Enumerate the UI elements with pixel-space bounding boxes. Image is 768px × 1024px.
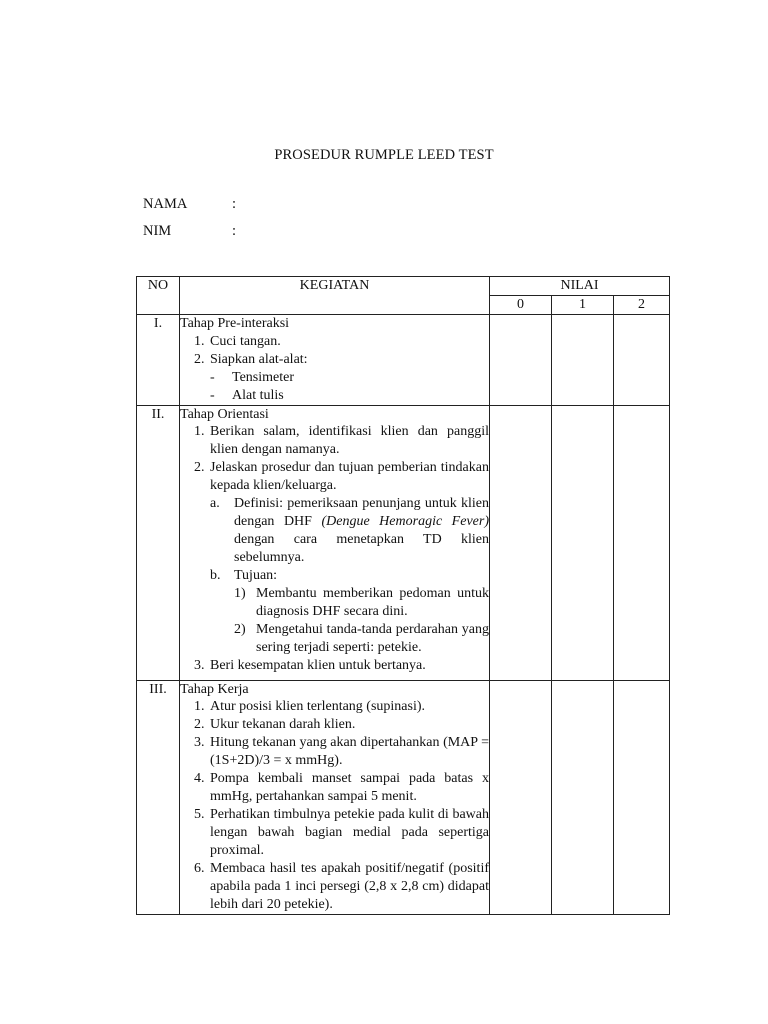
- definition-item: [210, 495, 489, 567]
- score-0-header: 0: [490, 296, 552, 315]
- goal-text: Membantu memberikan pedoman untuk diagnosis DHF secara dini.: [256, 586, 489, 619]
- list-item: 2. Ukur tekanan darah klien.: [208, 716, 489, 734]
- list-item: [208, 351, 489, 405]
- procedure-table: [136, 276, 670, 915]
- list-item: 3. Beri kesempatan klien untuk bertanya.: [208, 657, 489, 675]
- nama-field: [143, 196, 237, 213]
- score-cell-0[interactable]: [490, 405, 552, 680]
- score-cell-2[interactable]: [614, 405, 670, 680]
- list-item: 1. Atur posisi klien terlentang (supinasi).: [208, 698, 489, 716]
- goal-text: Mengetahui tanda-tanda perdarahan yang sering terjadi seperti: petekie.: [256, 622, 489, 655]
- goal-entry: [234, 585, 489, 621]
- score-cell-2[interactable]: [614, 680, 670, 915]
- activity-cell: [180, 405, 490, 680]
- list-item: [208, 459, 489, 657]
- header-row: [137, 277, 670, 296]
- list-item: 6. Membaca hasil tes apakah positif/negatif (positif apabila pada 1 inci persegi (2,8 x 2,8 cm) didapat lebih dari 20 petekie).: [208, 860, 489, 914]
- sub-marker: b.: [210, 568, 221, 583]
- list-item: 1. Berikan salam, identifikasi klien dan panggil klien dengan namanya.: [208, 423, 489, 459]
- activity-cell: [180, 680, 490, 915]
- step-list: [180, 333, 489, 405]
- header-no: NO: [137, 277, 180, 315]
- step-list: [180, 423, 489, 675]
- score-cell-1[interactable]: [552, 405, 614, 680]
- tool-item: - Tensimeter: [232, 369, 489, 387]
- definition-text-end: dengan cara menetapkan TD klien sebelumnya.: [234, 532, 489, 565]
- definition-text: Definisi: pemeriksaan penunjang untuk klien dengan DHF: [234, 496, 489, 529]
- goal-list: [234, 585, 489, 657]
- goal-marker: 1): [234, 586, 246, 601]
- list-item: 4. Pompa kembali manset sampai pada batas x mmHg, pertahankan sampai 5 menit.: [208, 770, 489, 806]
- score-2-header: 2: [614, 296, 670, 315]
- nim-label: NIM: [143, 223, 172, 239]
- header-kegiatan: KEGIATAN: [180, 277, 490, 315]
- row-number: I.: [137, 315, 180, 406]
- goal-entry: [234, 621, 489, 657]
- list-item-text: Siapkan alat-alat:: [210, 351, 308, 367]
- table-row: [137, 405, 670, 680]
- goal-item: [210, 567, 489, 657]
- definition-italic: (Dengue Hemoragic Fever): [321, 514, 489, 529]
- section-title: Tahap Kerja: [180, 681, 249, 697]
- sub-list: [210, 495, 489, 657]
- goal-marker: 2): [234, 622, 246, 637]
- score-cell-0[interactable]: [490, 315, 552, 406]
- activity-cell: [180, 315, 490, 406]
- score-cell-1[interactable]: [552, 315, 614, 406]
- list-item: 1. Cuci tangan.: [208, 333, 489, 351]
- section-title: Tahap Pre-interaksi: [180, 316, 290, 331]
- header-nilai: NILAI: [490, 277, 670, 296]
- goal-label: Tujuan:: [234, 568, 278, 583]
- sub-marker: a.: [210, 496, 220, 511]
- list-item-text: Jelaskan prosedur dan tujuan pemberian tindakan kepada klien/keluarga.: [210, 460, 489, 493]
- tool-list: [210, 369, 489, 405]
- nim-field: [143, 223, 237, 240]
- list-item: 3. Hitung tekanan yang akan dipertahankan (MAP = (1S+2D)/3 = x mmHg).: [208, 734, 489, 770]
- table-row: [137, 315, 670, 406]
- document-title: PROSEDUR RUMPLE LEED TEST: [274, 147, 494, 163]
- nama-label: NAMA: [143, 196, 188, 212]
- nim-colon: :: [232, 223, 237, 239]
- score-cell-2[interactable]: [614, 315, 670, 406]
- score-1-header: 1: [552, 296, 614, 315]
- list-item: 5. Perhatikan timbulnya petekie pada kulit di bawah lengan bawah bagian medial pada sepertiga proximal.: [208, 806, 489, 860]
- row-number: III.: [137, 680, 180, 915]
- section-title: Tahap Orientasi: [180, 406, 269, 422]
- table-row: [137, 680, 670, 915]
- row-number: II.: [137, 405, 180, 680]
- nama-colon: :: [232, 196, 237, 212]
- score-cell-1[interactable]: [552, 680, 614, 915]
- step-list: [180, 698, 489, 914]
- score-cell-0[interactable]: [490, 680, 552, 915]
- tool-item: - Alat tulis: [232, 387, 489, 405]
